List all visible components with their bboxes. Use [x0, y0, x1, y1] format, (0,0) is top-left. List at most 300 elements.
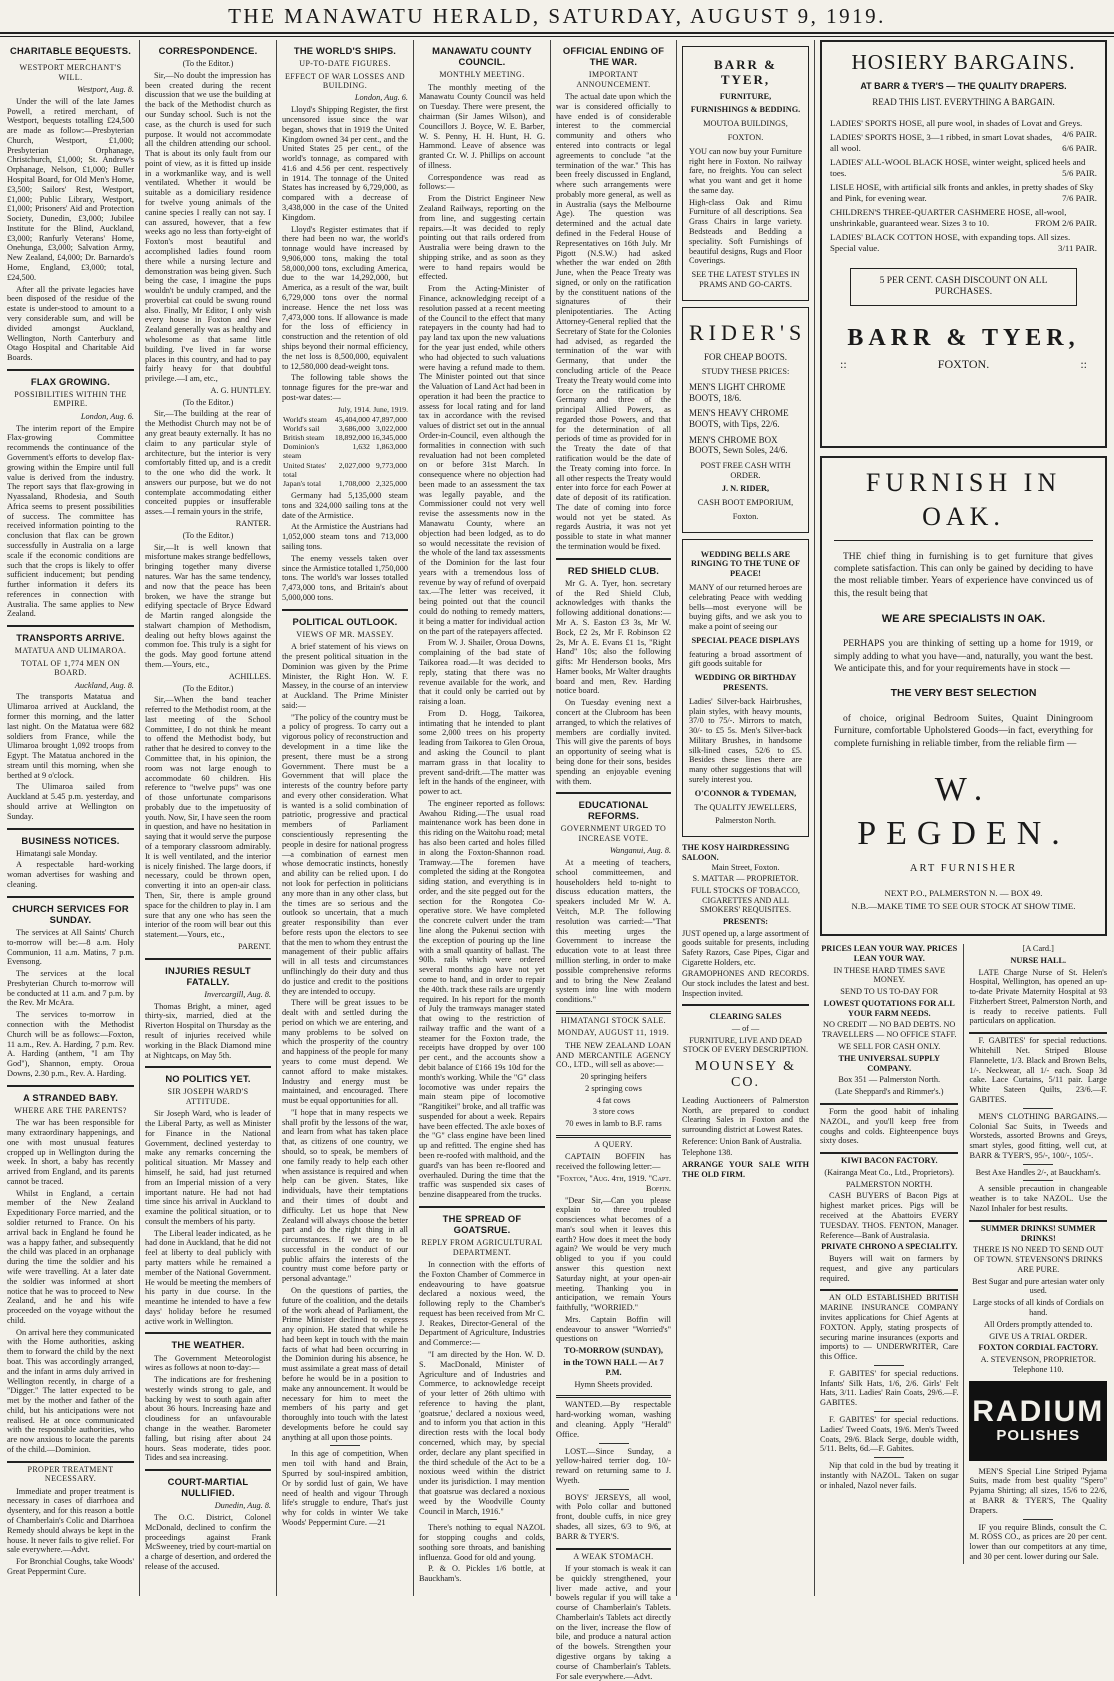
list-item — [830, 182, 1097, 204]
small-ads-area — [820, 944, 1107, 1564]
item-price: 5/6 PAIR. — [1062, 167, 1097, 178]
event-date: TO-MORROW (SUNDAY), — [564, 1346, 663, 1356]
table-cell: 45,404,000 — [334, 414, 370, 424]
section-divider — [556, 1395, 671, 1398]
short-rule — [599, 1443, 629, 1444]
newspaper-title: THE MANAWATU HERALD, SATURDAY, AUGUST 9, 1919. — [228, 3, 886, 28]
headline: NO POLITICS YET. — [165, 1073, 251, 1085]
classified-ad: IF you require Blinds, consult the C. M. ROSS CO., as prices are 20 per cent. lower than our competitors at any time, and 30 per cent. lower during our Sale. — [969, 1522, 1107, 1561]
advert-line: PALMERSTON NORTH. — [845, 1179, 933, 1189]
advert-paragraph: CASH BUYERS of Bacon Pigs at highest market prices. Pigs will be received at the Abattoirs EVERY TUESDAY. THOS. FENTON, Manager. Reference—Bank of Australasia. — [820, 1191, 959, 1240]
headline: INJURIES RESULT FATALLY. — [165, 964, 251, 987]
table-row — [282, 479, 408, 488]
section-divider — [7, 369, 134, 371]
headline: COURT-MARTIAL NULLIFIED. — [167, 1476, 249, 1499]
classified-ad: LOST.—Since Sunday, a yellow-haired terrier dog. 10/- reward on returning same to J. Wyeth. — [556, 1446, 671, 1485]
table-cell: 9,773,000 — [375, 460, 407, 470]
table-cell: 3,686,000 — [338, 423, 370, 433]
headline: CHARITABLE BEQUESTS. — [9, 45, 132, 56]
section-divider — [556, 1011, 671, 1014]
table-row — [282, 461, 408, 479]
article-paragraph: The enemy vessels taken over since the Armistice totalled 1,750,000 tons. The world's war losses totalled 7,473,000 tons, and Britain's about 5,000,000 tons. — [282, 553, 408, 602]
headline: CORRESPONDENCE. — [158, 45, 258, 56]
advert-brand: BARR & TYER, — [714, 57, 777, 88]
letter-signature: ACHILLES. — [228, 671, 271, 681]
section-divider — [145, 958, 271, 960]
advert-heading: THE VERY BEST SELECTION — [890, 687, 1037, 700]
list-item: 3 store cows — [592, 1107, 635, 1117]
advert-line: FURNISHINGS & BEDDING. — [690, 105, 801, 115]
table-row — [282, 433, 408, 442]
verse-advert: In this age of competition, When men toil with hand and Brain, Spurred by soul-inspired ambition, Or by sordid lust of gain, We have need of health and vigour Through life's struggle to endure, That's just why for colds in winter We take Woods' Peppermint Cure. —21 — [282, 1449, 408, 1527]
price-item: MEN'S CHROME BOX BOOTS, Sewn Soles, 24/6. — [689, 434, 788, 456]
small-ads-left — [820, 944, 963, 1564]
advert-brand: O'CONNOR & TYDEMAN, — [694, 788, 797, 798]
item-text: LADIES' ALL-WOOL BLACK HOSE, winter weight, spliced heels and toes. — [830, 156, 1086, 178]
article-paragraph: From W. J. Shailer, Oroua Downs, complaining of the bad state of Taikorea road.—It was decided to reply, stating that there was no revenue available for the work, and that it could only be carried out by raising a loan. — [419, 638, 545, 707]
list-item: 4 fat cows — [596, 1095, 631, 1105]
advert-line: WE SELL FOR CASH ONLY. — [838, 1042, 941, 1052]
advert-paragraph: High-class Oak and Rimu Furniture of all descriptions. Sea Grass Chairs in large variety. Bedsteads and Bedding a speciality. Soft Furnishings of beautiful designs, Rugs and Floor Coverings. — [689, 197, 802, 266]
advert-line: FOXTON. — [727, 133, 764, 142]
advert-line: (Kairanga Meat Co., Ltd., Proprietors). — [824, 1167, 955, 1177]
advert-line: FURNITURE, — [719, 91, 772, 101]
advert-heading: PRIVATE CHRONO A SPECIALITY. — [821, 1242, 958, 1252]
list-item — [830, 132, 1097, 154]
list-item — [830, 117, 1097, 139]
column-7 — [814, 40, 1112, 1596]
advert-heading: THE KOSY HAIRDRESSING SALOON. — [682, 843, 790, 862]
advert-paragraph: Buyers will wait on farmers by request, and give any particulars required. — [820, 1254, 959, 1283]
advert-paragraph: P. & O. Pickles 1/6 bottle, at Bauckham's. — [419, 1564, 545, 1584]
article-paragraph: "I hope that in many respects we shall profit by the lessons of the war, and learn from what has taken place that, as citizens of one country, we should, so to speak, be members of one family ready to help each other when assistance is required and when help can be given. States, like individuals, have their temptations and their times of doubt and difficulty. Let us hope that New Zealand will always choose the better part and do the right thing in all circumstances. If we are to be successful in the conduct of our public affairs the interests of the country must come before party or personal advantage." — [282, 1107, 408, 1284]
letter-paragraph: Sir,—When the band teacher referred to the Methodist room, at the last meeting of the School Committee, I do not think he meant to offend the Methodist body, but rather that he desired to convey to the Committee that, in his opinion, the room was not large enough to accommodate 60 children. His reference to "twelve pups" was one of those unfortunate comparisons probably due to the impetuosity of youth. Now, Sir, I have seen the room in question, and have no hesitation in saying that it would serve the purpose of a temporary classroom admirably. It is well ventilated, and the interior is nicely finished. The large doors, if necessary, could be thrown open, converting it into an open-air class. Then, Sir, there is ample ground space for the children to play in. I am sure that any one who has seen the interior of the room will bear out this statement.—Yours, etc., — [145, 695, 271, 940]
table-cell: World's steam — [283, 414, 327, 424]
letter-heading: "Foxton, "Aug. 4th, 1919. "Capt. Boffin. — [556, 1173, 671, 1193]
wedding-bells-ad — [682, 539, 809, 838]
article-paragraph: On Tuesday evening next a concert at the Clubroom has been arranged, to which the relatives of members are cordially invited. This will give the parents of boys an opportunity of seeing what is being done for their sons, besides spending an enjoyable evening with them. — [556, 698, 671, 786]
advert-brand: BARR & TYER, — [847, 325, 1080, 352]
advert-line: GIVE US A TRIAL ORDER. — [989, 1331, 1088, 1341]
article-paragraph: The Liberal leader indicated, as he had done in Auckland, that he did not feel at liberty to deal publicly with party matters while he remained a member of the National Government. He would be meeting the members of his party in due course. In the meantime he intended to have a few days' holiday before he resumed active work in Wellington. — [145, 1228, 271, 1326]
discount-box: 5 PER CENT. CASH DISCOUNT ON ALL PURCHASES. — [850, 268, 1077, 306]
editor-line: (To the Editor.) — [182, 397, 234, 407]
section-divider — [145, 1066, 271, 1068]
advert-heading: CLEARING SALES — [709, 1012, 782, 1022]
table-header-cell — [282, 406, 334, 415]
section-divider — [556, 558, 671, 560]
advert-line: Palmerston North. — [715, 816, 776, 826]
short-rule — [874, 1411, 904, 1412]
article-paragraph: The services to-morrow in connection with the Methodist Church will be as follows:—Foxton, 11 a.m., Rev. A. Harding, 7 p.m. Rev. A. Harding (anthem, "I am Thy God"), Shannon, empty. Oroua Downs, 2.30 p.m., Rev. A. Harding. — [7, 1010, 134, 1078]
advert-paragraph: Mrs. Captain Boffin will endeavour to answer "Worried's" questions on — [556, 1314, 671, 1344]
article-paragraph: Germany had 5,135,000 steam tons and 324,000 sailing tons at the date of the Armistice. — [282, 491, 408, 520]
article-paragraph: Lloyd's Shipping Register, the first uncensored issue since the war began, shows that in 1919 the United Kingdom owned 34 per cent., and the United States 25 per cent., of the world's tonnage, as compared with 41.6 and 4.56 per cent. respectively in 1914. The tonnage of the United States has increased by 6,729,000, as compared with a decrease of 3,438,000 in the case of the United Kingdom. — [282, 105, 408, 222]
headline: RED SHIELD CLUB. — [567, 564, 660, 576]
small-ads-right — [963, 944, 1107, 1564]
article-paragraph: A brief statement of his views on the present political situation in the Dominion was given by the Prime Minister, the Right Hon. W. F. Massey, in the course of an interview at Auckland. The Prime Minister said:— — [282, 642, 408, 710]
table-row — [282, 424, 408, 433]
advert-line: NO CREDIT — NO BAD DEBTS. NO TRAVELLERS — NO OFFICE STAFF. — [821, 1020, 957, 1040]
advert-paragraph: YOU can now buy your Furniture right here in Foxton. No railway fare, no freights. You can select what you want and get it home the same day. — [689, 146, 802, 195]
section-divider — [145, 1332, 271, 1334]
advert-paragraph: THE NEW ZEALAND LOAN AND MERCANTILE AGENCY CO., LTD., will sell as above:— — [556, 1040, 671, 1070]
table-header-cell: July, 1914. — [337, 404, 371, 414]
section-divider — [820, 1103, 958, 1105]
advert-heading: WEDDING BELLS ARE RINGING TO THE TUNE OF PEACE! — [690, 549, 801, 579]
advert-line: SEE THE LATEST STYLES IN PRAMS AND GO-CARTS. — [691, 270, 800, 289]
classified-ad: F. GABITES' for special reductions. Whitehill Net. Striped Blouse Flannelette, 1/3. Black and Brown Belts, 1/-. Neckwear, all 1/- each. Soap 3d cake. Lace Curtains, 5/11 pair. Large White Sateen Quilts, 23/6.—F. GABITES. — [969, 1036, 1107, 1104]
column-2 — [139, 40, 276, 1596]
section-divider — [820, 1289, 958, 1291]
subheadline: POSSIBILITIES WITHIN THE EMPIRE. — [14, 389, 127, 409]
section-divider — [419, 1206, 545, 1208]
section-divider — [7, 828, 134, 830]
advert-line: N.B.—MAKE TIME TO SEE OUR STOCK AT SHOW TIME. — [851, 901, 1076, 912]
section-divider — [145, 1469, 271, 1471]
advert-line: S. MATTAR — PROPRIETOR. — [692, 874, 799, 884]
list-item: 2 springing cows — [585, 1083, 642, 1093]
subheadline: PROPER TREATMENT NECESSARY. — [27, 1464, 114, 1484]
advert-paragraph: LATE Charge Nurse of St. Helen's Hospital, Wellington, has opened an up-to-date Private Maternity Hospital at 93 Fitzherbert Street, Palmerston North, and is ready to receive patients. Full particulars on application. — [969, 967, 1107, 1026]
item-price: 7/6 PAIR. — [1062, 192, 1097, 203]
logo-text: RADIUM — [972, 1394, 1105, 1428]
headline: THE WORLD'S SHIPS. — [293, 45, 397, 56]
short-rule — [467, 1519, 497, 1520]
subheadline: GOVERNMENT URGED TO INCREASE VOTE. — [560, 824, 667, 843]
item-text: LADIES' SPORTS HOSE, 3—1 ribbed, in smart Lovat shades, all wool. — [830, 131, 1053, 153]
advert-line: CASH BOOT EMPORIUM, — [697, 498, 794, 508]
advert-paragraph: MANY of our returned heroes are celebrating Peace with wedding bells—most everyone will be buying gifts, and we ask you to make a point of seeing our — [689, 582, 802, 632]
article-paragraph: "The policy of the country must be a policy of progress. To carry out a vigorous policy of reconstruction and development in a time like the present, there must be a strong Government. There must be a Government that will place the interests of the country before party and every other consideration. What is wanted is a solid combination of patriotic, progressive and practical members of Parliament conscientiously representing the people in desire for national progress—a combination of earnest men whose democratic instincts, honestly and ability can be relied upon. I do not look for perfection in politicians any more than in any other class, but the times are so serious and the outlook so uncertain, that a much greater responsibility than ever before rests upon the electors to see that the men to whom they entrust the management of their public affairs will in all tests and circumstances unflinchingly do their duty and thus do justice and credit to the positions they are intended to occupy. — [282, 712, 408, 996]
list-item: 70 ewes in lamb to B.F. rams — [565, 1119, 662, 1129]
section-divider — [7, 625, 134, 627]
article-paragraph: The war has been responsible for many extraordinary happenings, and one with most unusual features cropped up in Wellington during the week. In short, a baby has recently arrived from England, and its parents cannot be traced. — [7, 1118, 134, 1186]
advert-paragraph: Reference: Union Bank of Australia. — [682, 1136, 802, 1146]
price-item: MEN'S HEAVY CHROME BOOTS, with Tips, 22/6. — [689, 408, 789, 429]
section-divider — [282, 609, 408, 611]
classified-ad: BOYS' JERSEYS, all wool, with Polo collar and buttoned front, double cuffs, in nice grey shades, all sizes, 6/3 to 9/6, at BARR & TYER'S. — [556, 1492, 671, 1541]
riders-boots-ad — [682, 307, 809, 533]
article-paragraph: On the questions of parties, the future of the coalition, and the details of the work ahead of Parliament, the Prime Minister declined to express any opinion. He stated that while he had been kept in touch with the main facts of what had been occurring in the Dominion during his absence, he must assimilate a great mass of detail before he would be in a position to make any announcement. It would be necessary for him to meet the members of his party and get thoroughly into touch with the latest developments before he could say anything at all upon those points. — [282, 1285, 408, 1442]
editor-line: (To the Editor.) — [182, 59, 234, 69]
headline: FLAX GROWING. — [30, 375, 111, 387]
short-rule — [874, 1365, 904, 1366]
advert-line: Foxton. — [732, 511, 759, 521]
sale-title: HIMATANGI STOCK SALE. — [560, 1015, 667, 1025]
short-rule — [56, 59, 86, 60]
advert-line: (Late Sheppard's and Rimmer's.) — [834, 1087, 944, 1097]
advert-line: FULL STOCKS OF TOBACCO, CIGARETTES AND ALL SMOKERS' REQUISITES. — [691, 885, 800, 915]
dateline: Westport, Aug. 8. — [77, 84, 134, 94]
advert-paragraph: Leading Auctioneers of Palmerston North, are prepared to conduct Clearing Sales in Foxton and the surrounding district at Lowest Rates. — [682, 1095, 809, 1134]
article-paragraph: After all the private legacies have been disposed of the residue of the estate is under-stood to amount to a very considerable sum, and will be divided amongst Auckland, Wellington, North Canterbury and Otago Hospital and Charitable Aid Boards. — [7, 284, 134, 363]
subheadline: UP-TO-DATE FIGURES. — [299, 59, 391, 69]
headline: CHURCH SERVICES FOR SUNDAY. — [12, 902, 129, 925]
advert-paragraph: Hymn Sheets provided. — [574, 1379, 653, 1389]
advert-brand: THE UNIVERSAL SUPPLY COMPANY. — [838, 1053, 941, 1073]
table-cell: 18,892,000 — [334, 432, 370, 442]
article-paragraph: Under the will of the late James Powell, a retired merchant, of Westport, bequests totalling £24,500 are made as follow:—Presbyterian Church, Westport, £1,000; Presbyterian Orphanage, Christchurch, £1,000; St. Andrew's Orphanage, Nelson, £1,000; Buller Hospital Board, for Old Men's Home, £3,500; Sailors' Rest, Westport, £1,000; Public Library, Westport, £1,000; Prisoners' Aid and Protection Society, Dunedin, £3,000; Jubilee Institute for the Blind, Auckland, £3,000; Ranfurly Veterans' Home, Onehunga, £3,000; Salvation Army, New Zealand, £4,000; Dr. Barnardo's Home, England, £3,000; total, £24,500. — [7, 96, 134, 282]
section-divider — [969, 1220, 1107, 1222]
event-place: in the TOWN HALL — At 7 P.M. — [563, 1358, 664, 1377]
classified-ad: Nip that cold in the bud by treating it instantly with NAZOL. Taken on sugar or inhaled, Nazol never fails. — [820, 1461, 959, 1490]
subheadline: REPLY FROM AGRICULTURAL DEPARTMENT. — [421, 1238, 543, 1257]
dateline: Invercargill, Aug. 8. — [204, 989, 271, 999]
list-item — [830, 207, 1097, 229]
headline: MANAWATU COUNTY COUNCIL. — [432, 45, 532, 68]
section-divider — [820, 1152, 958, 1154]
masthead-rule — [0, 36, 1114, 37]
subheadline: MONTHLY MEETING. — [439, 70, 525, 80]
advert-heading: WEDDING OR BIRTHDAY PRESENTS. — [694, 673, 797, 692]
advert-line: FURNITURE, LIVE AND DEAD STOCK OF EVERY DESCRIPTION. — [682, 1035, 809, 1055]
advert-paragraph: Form the good habit of inhaling NAZOL, and you'll keep free from coughs and colds. Eighteenpence buys sixty doses. — [820, 1106, 959, 1146]
advert-brand: FOXTON CORDIAL FACTORY. — [978, 1343, 1098, 1353]
advert-heading: WE ARE SPECIALISTS IN OAK. — [881, 612, 1046, 625]
table-row — [282, 415, 408, 424]
advert-paragraph: JUST opened up, a large assortment of goods suitable for presents, including Safety Razors, Case Pipes, Cigar and Cigarette Holders, etc. — [682, 928, 809, 967]
subheadline: SIR JOSEPH WARD'S ATTITUDE. — [167, 1087, 249, 1106]
column-4 — [413, 40, 550, 1596]
advert-line: Telephone 138. — [682, 1148, 733, 1158]
item-price: FROM 2/6 PAIR. — [1034, 217, 1097, 228]
subheadline: WHERE ARE THE PARENTS? — [14, 1105, 127, 1115]
article-paragraph: Correspondence was read as follows:— — [419, 172, 545, 192]
item-text: CHILDREN'S THREE-QUARTER CASHMERE HOSE, all-wool, unshrinkable, guaranteed wear. Sizes 3 to 10. — [830, 206, 1067, 228]
classified-ad: WANTED.—By respectable hard-working woman, washing and cleaning. Apply "Herald" Office. — [556, 1400, 671, 1439]
table-cell: 47,897,000 — [371, 414, 407, 424]
table-header-cell: June, 1919. — [373, 404, 408, 414]
headline: A STRANDED BABY. — [22, 1091, 119, 1103]
advert-line: J. N. RIDER, — [721, 484, 770, 494]
advert-paragraph: THE chief thing in furnishing is to get furniture that gives complete satisfaction. This can only be gained by deciding to have the most reliable timber. Years of experience have convinced us of this, the result being that — [834, 551, 1093, 599]
dateline: Wanganui, Aug. 8. — [609, 846, 671, 856]
article-paragraph: Lloyd's Register estimates that if there had been no war, the world's tonnage would have increased by 9,906,000 tons, making the total 58,000,000 tons, excluding America, due to the war 14,292,000, but America, as a result of the war, built 6,729,000 tons over the normal increase. Hence the net loss was 7,473,000 tons. If allowance is made for the loss of efficiency in construction and the retention of old ships beyond their normal efficiency, the net loss is 8,500,000, equivalent to 12,580,000 dead-weight tons. — [282, 224, 408, 371]
article-paragraph: At a meeting of teachers, school committeemen, and householders held to-night to discuss education matters, the speakers included Mr W. A. Veitch, M.P. The following resolution was carried:—"That this meeting urges the Government to increase the education vote to at least three million sterling, in order to make possible comprehensive reforms and to bring the New Zealand system into line with modern conditions." — [556, 858, 671, 1005]
advert-line: ART FURNISHER — [909, 863, 1018, 875]
advert-line: Large stocks of all kinds of Cordials on hand. — [972, 1298, 1104, 1317]
editor-line: (To the Editor.) — [182, 683, 234, 693]
classified-ad: Best Axe Handles 2/-, at Bauckham's. — [975, 1167, 1101, 1177]
section-divider — [7, 896, 134, 898]
classified-ad: MEN'S Special Line Striped Pyjama Suits, made from best quality "Spero" Pyjama Shirting; all sizes, 15/6 to 22/6, at BARR & TYER'S, The Quality Drapers. — [969, 1466, 1107, 1515]
advert-line: IN THESE HARD TIMES SAVE MONEY. — [833, 965, 946, 985]
editor-line: (To the Editor.) — [182, 530, 234, 540]
advert-paragraph: PERHAPS you are thinking of setting up a home for 1919, or simply adding to what you have—and, naturally, you want the best. We anticipate this, and for your requirements have in stock — — [834, 639, 1093, 674]
letter-signature: A. G. HUNTLEY. — [210, 385, 271, 395]
classified-ad: AN OLD ESTABLISHED BRITISH MARINE INSURANCE COMPANY invites applications for Chief Agents at FOXTON. Apply, stating prospects of securing marine insurances (exports and imports) to — UNDERWRITER, Care this Office. — [820, 1293, 959, 1362]
article-paragraph: The O.C. District, Colonel McDonald, declined to confirm the proceedings against Frank McSweeney, tried by court-martial on a charge of desertion, and ordered the release of the accused. — [145, 1513, 271, 1571]
location-text: FOXTON. — [937, 356, 990, 371]
article-paragraph: For Bronchial Coughs, take Woods' Great Peppermint Cure. — [7, 1557, 134, 1576]
article-paragraph: From the District Engineer New Zealand Railways, reporting on the from line, and suggesting certain repairs.—It was decided to reply pointing out that rails ordered from Australia were being drawn to the shipping strike, and as soon as they were to hand repairs would be effected. — [419, 194, 545, 282]
article-paragraph: The Government Meteorologist wires as follows at noon to-day:— — [145, 1353, 271, 1373]
short-rule — [599, 1489, 629, 1490]
advert-brand: NURSE HALL. — [1010, 955, 1067, 965]
article-paragraph: In connection with the efforts of the Foxton Chamber of Commerce in endeavouring to have goatsrue declared a noxious weed, the following reply to the Chamber's request has been received from Mr C. J. Reakes, Director-General of the Department of Agriculture, Industries and Commerce:— — [419, 1259, 545, 1348]
article-paragraph: The interim report of the Empire Flax-growing Committee recommends the continuance of the Government's efforts to develop flax-growing within the Empire until full value is derived from the industry. The report says that flax-growing in Nyassaland, Rhodesia, and South Africa seems to present possibilities of success. The committee has received information pointing to the conclusion that flax can be grown successfully in Australia on a large scale if the economic conditions are such that the crops is likely to offer sufficient inducement; but pending further information it defers its references in connection with Australia. The same applies to New Zealand. — [7, 423, 134, 619]
article-paragraph: From the Acting-Minister of Finance, acknowledging receipt of a resolution passed at a recent meeting of the Council to the effect that many ratepayers in the county had had to pay land tax upon the new valuations for the year just ended, while others who had objected to such valuations were having a refund made to them. The Minister pointed out that since the Valuation of Land Act had been in operation it had been the practice to assess for local rating and for land tax in accordance with the revised values of district set out in the annual Order-in-Council, even although the formalities in connection with such revaluation had not been completed on or before 31st March. In consequence where no objection had been made to an assessment the tax was legally payable, and the Commissioner could not very well revise the assessments now in the Manawatu County, where an objection had been lodged, as to do so would necessitate the revision of the whole of the land tax assessments of the Dominion for the last four years with a tremendous loss of revenue by way of refund of overpaid tax.—The letter was received, it being pointed out that the council could do nothing to remedy matters, it being a matter for individual action on the part of the ratepayers affected. — [419, 284, 545, 636]
advert-heading: PRESENTS: — [722, 916, 769, 926]
radium-polishes-logo — [969, 1381, 1107, 1461]
logo-text: POLISHES — [996, 1426, 1081, 1444]
table-cell: 2,027,000 — [338, 460, 370, 470]
column-1 — [2, 40, 139, 1596]
clearing-sales-ad — [682, 1012, 809, 1179]
headline: EDUCATIONAL REFORMS. — [578, 799, 649, 822]
advert-paragraph: GRAMOPHONES AND RECORDS. Our stock includes the latest and best. Inspection invited. — [682, 969, 809, 998]
article-paragraph: The actual date upon which the war is considered officially to have ended is of considerable interest to the commercial community and others who entered into contracts or legal agreements to conclude "at the termination of the war." This has been freely discussed in England, where such arrangements were probably more general, as well as in Australia (says the Melbourne Age). The question was determined and the actual date defined in the Federal House of Representatives on 16th July. Mr Pigott (N.S.W.) had asked whether the war ended on 28th June, when the Peace Treaty was signed, or only on the ratification by the constituent nations of the signatures of their plenipotentiaries. The Acting Attorney-General replied that the Secretary of State for the Colonies had advised, as regarded the termination of the war with Germany, that under the concluding article of the Peace Treaty the Treaty would come into force on the ratification by Germany and three of the principal Allied Powers, as regarded those Powers, and that for the determination of all periods of time as provided for in the Treaty the date of that ratification would be the date of the Treaty coming into force. In all other respects the Treaty would enter into force for each Power at date of deposit of its ratification. The date of coming into force would not yet be stated. As regards Austria, it was not yet possible to state in what manner the termination would be fixed. — [556, 92, 671, 551]
table-cell: British steam — [283, 432, 325, 442]
subheadline: TOTAL OF 1,774 MEN ON BOARD. — [20, 658, 121, 678]
table-cell: 1,863,000 — [375, 442, 407, 452]
advert-brand: W. PEGDEN. — [857, 770, 1070, 853]
advert-line: POST FREE CASH WITH ORDER. — [700, 460, 791, 480]
headline: THE SPREAD OF GOATSRUE. — [442, 1212, 522, 1235]
item-price: 3/11 PAIR. — [1058, 242, 1097, 253]
letter-paragraph: Sir,—The building at the rear of the Methodist Church may not be of any great beauty externally. It has no claim to any particular style of architecture, but the interior is very comfortably fitted up, and is a credit to the one who did the work. It answers our purpose, but we do not contemplate accommodating either conceited puppies or insufferable asses.—I remain yours in the strife, — [145, 409, 271, 517]
short-rule — [330, 1445, 360, 1446]
advert-paragraph: There's nothing to equal NAZOL for stopping coughs and colds, soothing sore throats, and banishing influenza. Good for old and young. — [419, 1523, 545, 1562]
article-paragraph: Thomas Bright, a miner, aged thirty-six, married, died at the Riverton Hospital on Thursday as the result of injuries received while working in the Black Diamond mine at Nightcaps, on May 5th. — [145, 1001, 271, 1060]
list-item — [830, 232, 1097, 254]
advert-line: THERE IS NO NEED TO SEND OUT OF TOWN. STEVENSON'S DRINKS ARE PURE. — [973, 1245, 1104, 1274]
section-divider — [969, 1032, 1107, 1034]
column-3 — [276, 40, 413, 1596]
advert-line: Best Sugar and pure artesian water only used. — [972, 1276, 1105, 1296]
table-cell: 2,325,000 — [375, 478, 407, 488]
section-divider — [7, 1461, 134, 1463]
table-cell: 16,345,000 — [371, 432, 407, 442]
item-price: 6/6 PAIR. — [1062, 142, 1097, 153]
article-paragraph: Whilst in England, a certain member of the New Zealand Expeditionary Force married, and the soldier returned to France. On his arrival back in England he found he was a happy father, and subsequently the child was placed in an orphanage during the time the soldier and his wife were travelling. At a later date the soldier was informed at short notice that he was to proceed to New Zealand, and he and his wife proceeded on the voyage without the child. — [7, 1188, 134, 1325]
table-cell: Japan's total — [283, 478, 321, 488]
advert-line: Box 351 — Palmerston North. — [838, 1075, 941, 1085]
list-item — [830, 157, 1097, 179]
headline: BUSINESS NOTICES. — [21, 834, 120, 846]
advert-title: A QUERY. — [594, 1139, 633, 1149]
item-price: 4/6 PAIR. — [1062, 128, 1097, 139]
article-paragraph: At the Armistice the Austrians had 1,052,000 steam tons and 713,000 sailing tons. — [282, 522, 408, 551]
short-rule — [1023, 1164, 1053, 1165]
advert-heading: LOWEST QUOTATIONS FOR ALL YOUR FARM NEEDS. — [823, 998, 955, 1018]
advert-line: FOR CHEAP BOOTS. — [704, 351, 787, 362]
section-divider — [556, 1548, 671, 1550]
advert-line: MOUTOA BUILDINGS, — [703, 119, 788, 129]
column-5 — [550, 40, 676, 1681]
subheadline: VIEWS OF MR. MASSEY. — [296, 629, 394, 639]
section-divider — [682, 1004, 809, 1006]
subheadline: WESTPORT MERCHANT'S WILL. — [19, 63, 122, 82]
section-divider — [556, 792, 671, 794]
barr-tyer-furniture-ad — [682, 46, 809, 301]
advert-heading: SUMMER DRINKS! SUMMER DRINKS! — [980, 1223, 1096, 1243]
table-cell: World's sail — [283, 423, 320, 433]
advert-line: A. STEVENSON, PROPRIETOR. Telephone 110. — [980, 1355, 1096, 1374]
advert-paragraph: of choice, original Bedroom Suites, Quaint Diningroom Furniture, comfortable Upholstered Goods—in fact, everything for complete furnishing in reliable timber, from the reliable firm — — [834, 713, 1093, 749]
article-paragraph: The indications are for freshening westerly winds strong to gale, and backing by west to south again after about 36 hours. Increasing haze and cloudiness for an unfavourable change in the weather. Barometer falling, but rising after about 24 hours. Seas moderate, tides poor. Tides and sea increasing. — [145, 1375, 271, 1463]
article-paragraph: Mr G. A. Tyer, hon. secretary of the Red Shield Club, acknowledges with thanks the following additional donations:—Mr A. S. Easton £3 3s, Mr W. Bock, £2 2s, Mr F. Robinson £2 2s, Mr A. E. Evans £1 1s, "Right Hand" 10s; also the following gifts: Mr Henderson books, Mrs Hamer books, Mr Walter draughts board and men, Rev. Harding notice board. — [556, 578, 671, 696]
headline: POLITICAL OUTLOOK. — [292, 615, 398, 627]
advert-line: STUDY THESE PRICES: — [701, 367, 790, 377]
advert-location — [830, 357, 1097, 371]
item-text: LADIES' SPORTS HOSE, all pure wool, in shades of Lovat and Greys. — [830, 117, 1083, 128]
article-paragraph: Immediate and proper treatment is necessary in cases of diarrhoea and dysentery, and for this reason a bottle of Chamberlain's Colic and Diarrhoea Remedy should always be kept in the house. It never fails to give relief. For sale everywhere.—Advt. — [7, 1486, 134, 1555]
article-paragraph: The engineer reported as follows: Awahou Riding.—The usual road maintenance work has been done in this riding on the Waitohu road; metal has also been carted and holes filled in along the Foxton-Shannon road. Tramway.—The foremen have completed the siding at the Rongotea siding station, and everything is in order, and the site pegged out for the section for the Rongotea Co-operative store. We have completed the concrete culvert under the tram line along the Pukenui section with the exception of pouring up the line with a small quantity of ballast. The 90lb. rails which were ordered several months ago have not yet come to hand, and in order to repair the 40th. track these rails are urgently required. In his report for the month of July the tramways manager stated that owing to the restriction of railway traffic and the want of a steamer for the Foxton trade, the receipts have dropped by over 100 per cent., and the accounts show a debit balance of £166 19s 10d for the month's working. While the "G" class locomotive was under repairs the main steam pipe of locomotive "Rangitikei" broke, and all traffic was suspended for about a week. Repairs have been effected. The axle boxes of the "G" class engine have been lined up and refitted. The engine shed has been re-roofed with malthoid, and the guard's van has been re-floored and overhauled. During the time that the traffic was suspended six cases of benzine disappeared from the trucks. — [419, 798, 545, 1200]
short-rule — [874, 1457, 904, 1458]
article-paragraph: The services at All Saints' Church to-morrow will be:—8 a.m. Holy Communion, 11 a.m. Matins, 7 p.m. Evensong. — [7, 927, 134, 967]
classified-ad: F. GABITES' for special reductions. Infants' Silk Hats, 1/6, 2/6. Girls' Felt Hats, 3/11. Ladies' Rain Coats, 29/6.—F. GABITES. — [820, 1368, 959, 1408]
section-divider — [7, 1085, 134, 1087]
headline: OFFICIAL ENDING OF THE WAR. — [562, 45, 665, 68]
price-item: MEN'S LIGHT CHROME BOOTS, 18/6. — [689, 382, 786, 403]
table-cell: Dominion's steam — [283, 442, 320, 461]
kosy-saloon-ad — [682, 843, 809, 998]
article-paragraph: A respectable hard-working woman advertises for washing and cleaning. — [7, 860, 134, 889]
advert-line: [A Card.] — [1022, 944, 1054, 953]
article-paragraph: Himatangi sale Monday. — [16, 848, 98, 858]
hosiery-bargains-ad — [820, 40, 1107, 448]
section-divider — [556, 1135, 671, 1138]
short-rule — [1023, 1180, 1053, 1181]
advert-subtitle: AT BARR & TYER'S — THE QUALITY DRAPERS. — [860, 80, 1067, 91]
advert-line: The QUALITY JEWELLERS, — [694, 802, 797, 812]
advert-line: All Orders promptly attended to. — [983, 1319, 1093, 1329]
table-cell: 1,632 — [352, 442, 370, 452]
advert-title: FURNISH IN OAK. — [834, 466, 1093, 541]
item-text: LADIES' BLACK COTTON HOSE, with expanding tops. All sizes. Special value. — [830, 231, 1071, 253]
headline: TRANSPORTS ARRIVE. — [16, 632, 125, 644]
advert-line: Main Street, Foxton. — [711, 862, 780, 872]
letter-paragraph: "Dear Sir,—Can you please explain to three troubled consciences what becomes of a man's soul when it leaves this earth? How does it meet the body again? We would be very much obliged to you if you could answer this question next Saturday night, at your open-air meeting. Thanking you in anticipation, we remain Yours faithfully, "WORRIED." — [556, 1195, 671, 1313]
advert-brand: RIDER'S — [689, 319, 807, 345]
article-paragraph: The services at the local Presbyterian Church to-morrow will be conducted at 11 a.m. and 7 p.m. by the Rev. Mr McAra. — [7, 969, 134, 1008]
advert-title: HOSIERY BARGAINS. — [851, 50, 1076, 74]
advert-heading: SPECIAL PEACE DISPLAYS — [691, 635, 800, 645]
advert-paragraph: featuring a broad assortment of gift goods suitable for — [689, 649, 802, 669]
table-header-row — [282, 406, 408, 415]
classified-ad: F. GABITES' for special reductions. Ladies' Tweed Coats, 19/6. Men's Tweed Coats, 29/6. Black Serge, double width, 5/11. Belts, 6d.—F. Gabites. — [820, 1415, 959, 1454]
article-paragraph: On arrival here they communicated with the Home authorities, asking them to forward the child by the next boat. This was accordingly arranged, and the infant in arms duly arrived in Wellington recently, in charge of a "Digger." The latter expected to be met by the mother and father of the child, but his anticipations were not realised. He at once communicated with the responsible authorities, who are now anxious to locate the parents of the child.—Dominion. — [7, 1327, 134, 1454]
dateline: London, Aug. 6. — [80, 411, 134, 421]
short-rule — [1023, 1519, 1053, 1520]
masthead — [0, 0, 1114, 34]
table-row — [282, 442, 408, 460]
advert-line: NEXT P.O., PALMERSTON N. — BOX 49. — [884, 887, 1043, 898]
letter-paragraph: Sir,—It is well known that misfortune makes strange bedfellows, bringing together many diverse natures. War has the same tendency, and now that the peace has been broken, we have the strange but edifying spectacle of Bryce Edward de Martin ranged alongside the stalwart champion of Methodism, dealing out hefty blows against the common foe. This truly is a sight for the gods. May good fortune attend them.—Yours, etc., — [145, 542, 271, 669]
dateline: Auckland, Aug. 8. — [74, 680, 134, 690]
subheadline: EFFECT OF WAR LOSSES AND BUILDING. — [285, 71, 405, 90]
letter-signature: PARENT. — [238, 941, 271, 951]
table-cell: United States' total — [283, 460, 327, 479]
advert-heading: PRICES LEAN YOUR WAY. PRICES LEAN YOUR WAY. — [821, 944, 958, 963]
advert-brand: MOUNSEY & CO. — [694, 1058, 797, 1091]
ornament: :: — [1080, 356, 1087, 371]
classified-ad: MEN'S CLOTHING BARGAINS.—Colonial Sac Suits, in Tweeds and Worsteds, assorted Browns and Greys, smart styles, good fitting, well cut, at BARR & TYER'S, 95/-, 100/-, 105/-. — [969, 1111, 1107, 1160]
subheadline: IMPORTANT ANNOUNCEMENT. — [576, 70, 651, 89]
advert-subtitle: READ THIS LIST. EVERYTHING A BARGAIN. — [872, 97, 1055, 108]
classified-ad: A sensible precaution in changeable weather is to take NAZOL. Use the Nazol Inhaler for best results. — [969, 1184, 1107, 1213]
advert-line: ARRANGE YOUR SALE WITH THE OLD FIRM. — [682, 1159, 809, 1179]
article-paragraph: From D. Hogg, Taikorea, intimating that he intended to plant some 2,000 trees on his property leading from Taikorea to Glen Oroua, and asking the Council to plant marram grass in that locality to prevent sand-drift.—The matter was left in the hands of the engineer, with power to act. — [419, 708, 545, 797]
advert-paragraph: Ladies' Silver-back Hairbrushes, plain styles, with heavy mounts, 37/0 to 75/-. Mirrors to match, 30/- to £5 5s. Men's Silver-back Military Brushes, in handsome silk-lined cases, 52/6 to £5. Besides these lines there are many other suggestions that will surely interest you. — [689, 696, 802, 785]
advert-title: A WEAK STOMACH. — [573, 1551, 654, 1561]
article-paragraph: "I am directed by the Hon. W. D. S. MacDonald, Minister of Agriculture and of Industries and Commerce, to acknowledge receipt of your letter of 26th ultimo with reference to having the plant, 'goatsrue,' declared a noxious weed, and to inform you that action in this direction rests with the local body concerned, which may, by special order, declare any plant specified in the third schedule of the Act to be a noxious weed within the district under its jurisdiction. I may mention that goatsrue was declared a noxious weed by the Woodville County Council in March, 1916." — [419, 1350, 545, 1516]
advert-paragraph: If your stomach is weak it can be quickly strengthened, your liver made active, and your bowels regular if you will take a course of Chamberlain's Tablets. Chamberlain's Tablets act directly on the liver, increase the flow of bile, and produce a natural action of the bowels. Strengthen your digestive organs by taking a course of Chamberlain's Tablets. For sale everywhere.—Advt. — [556, 1563, 671, 1681]
letter-paragraph: Sir,—No doubt the impression has been created during the recent discussion that we use the building at the back of the Methodist church as our Sunday school. Such is not the case, as the church is used for such purpose. It would not accommodate all the children attending our school. That is about its only fault from our point of view, as it is fitted up inside in a workmanlike way, and is well ventilated. Whether it would be suitable as a domiciliary residence for twelve young animals of the canine species I really can not say. I can assured, however, that a few weeks ago no less than forty-eight of Foxton's most beautiful and accomplished ladies found room there while a nursing lecture and demonstration was being given. Such being the case, I imagine the pups wouldn't be unduly cramped, and the proverbial cat could be swung round also. Finally, Mr Editor, I only wish every house in Foxton and New Zealand generally was as healthy and wholesome as that same little building. I've lived in far worse places in this country, and had to pay fairly heavy for that doubtful privilege.—I am, etc., — [145, 70, 271, 384]
item-text: LISLE HOSE, with artificial silk fronts and ankles, in pretty shades of Sky and Pink, for evening wear. — [830, 181, 1094, 203]
